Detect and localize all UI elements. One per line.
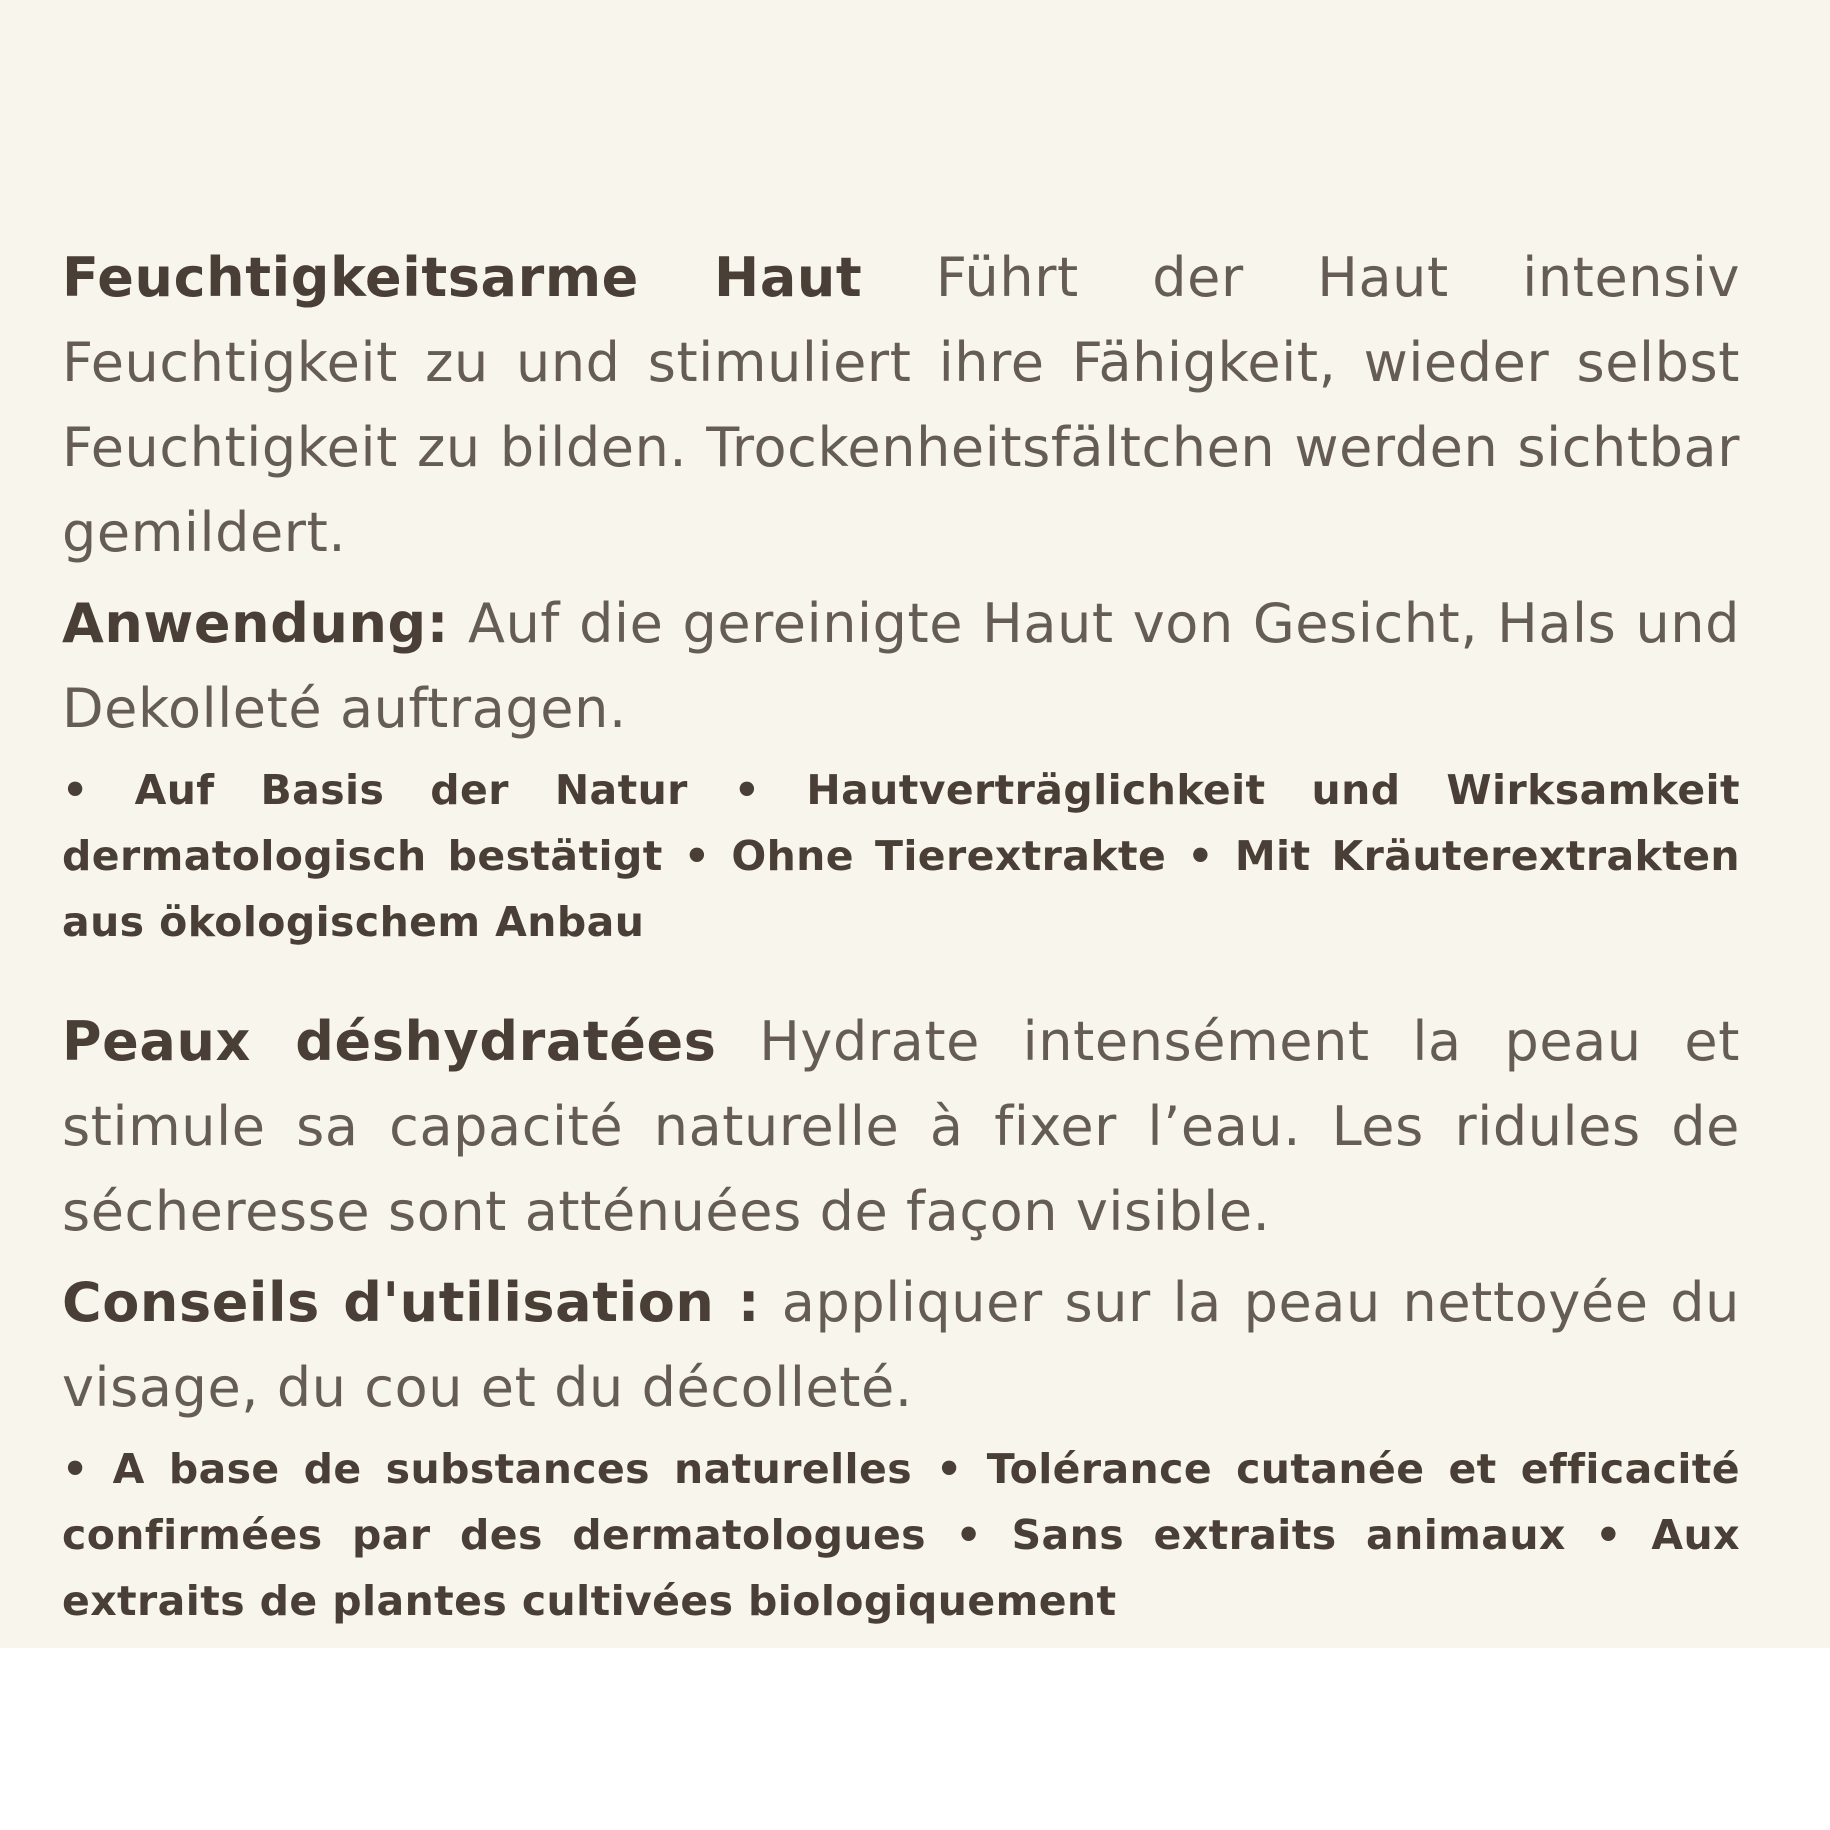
french-usage-text: appliquer sur la peau nettoyée du visage, du cou et du décolleté. [62,1271,1740,1419]
french-usage [62,1260,1740,1430]
text-column [62,235,1740,1634]
german-usage [62,581,1740,751]
french-heading: Peaux déshydratées [62,1010,717,1073]
french-description [62,999,1740,1254]
french-usage-label: Conseils d'utilisation : [62,1271,761,1334]
german-usage-label: Anwendung: [62,592,449,655]
french-body: Hydrate intensément la peau et stimule sa capacité naturelle à fixer l’eau. Les ridules de sécheresse sont atténuées de façon visible. [62,1010,1740,1243]
german-usage-text: Auf die gereinigte Haut von Gesicht, Hals und Dekolleté auftragen. [62,592,1740,740]
german-claims: • Auf Basis der Natur • Hautverträglichkeit und Wirksamkeit dermatologisch bestätigt • Ohne Tierextrakte • Mit Kräuterextrakten aus ökologischem Anbau [62,766,1740,946]
french-claims: • A base de substances naturelles • Tolérance cutanée et efficacité confirmées par des dermatologues • Sans extraits animaux • Aux extraits de plantes cultivées biologiquement [62,1445,1740,1625]
german-body: Führt der Haut intensiv Feuchtigkeit zu und stimuliert ihre Fähigkeit, wieder selbst Feuchtigkeit zu bilden. Trockenheitsfältchen werden sichtbar gemildert. [62,246,1740,564]
german-heading: Feuchtigkeitsarme Haut [62,246,863,309]
german-description [62,235,1740,575]
